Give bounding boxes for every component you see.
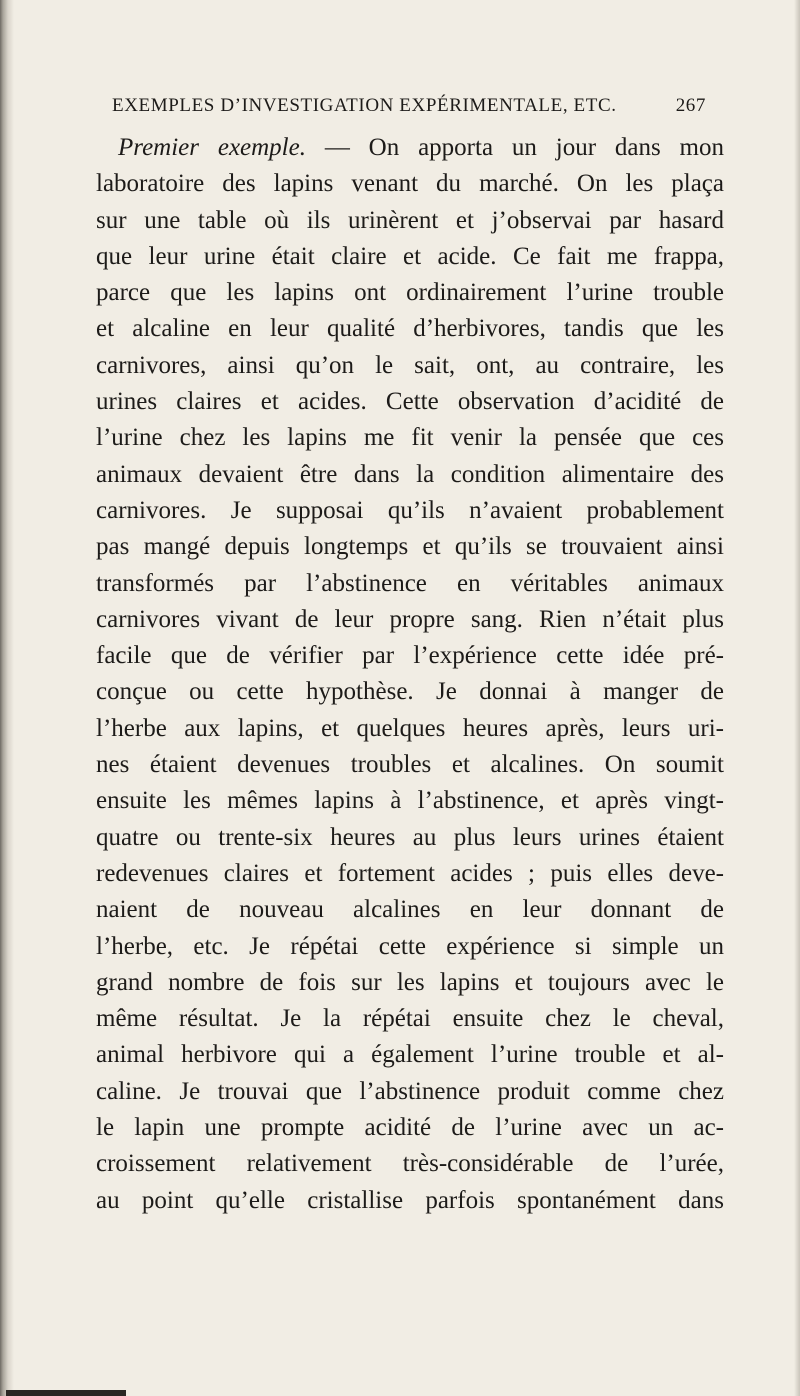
paragraph-line: parce que les lapins ont ordinairement l’urine trouble xyxy=(96,279,724,307)
paragraph-line: pas mangé depuis longtemps et qu’ils se trouvaient ainsi xyxy=(96,533,724,561)
paragraph-line: transformés par l’abstinence en véritables animaux xyxy=(96,569,724,597)
paragraph-line: laboratoire des lapins venant du marché. On les plaça xyxy=(96,170,724,198)
paragraph-line: caline. Je trouvai que l’abstinence produit comme chez xyxy=(96,1077,724,1105)
section-lead: Premier exemple. xyxy=(118,134,306,161)
paragraph-line: ensuite les mêmes lapins à l’abstinence, et après vingt- xyxy=(96,787,724,815)
running-head-title: EXEMPLES D’INVESTIGATION EXPÉRIMENTALE, ETC. xyxy=(112,95,617,116)
paragraph-line: carnivores, ainsi qu’on le sait, ont, au contraire, les xyxy=(96,351,724,379)
page-number: 267 xyxy=(675,95,706,116)
paragraph-line: grand nombre de fois sur les lapins et toujours avec le xyxy=(96,968,724,996)
paragraph-line: croissement relativement très-considérable de l’urée, xyxy=(96,1150,724,1178)
paragraph-line: au point qu’elle cristallise parfois spontanément dans xyxy=(96,1186,724,1214)
body-paragraph xyxy=(96,130,724,1219)
paragraph-line: sur une table où ils urinèrent et j’observai par hasard xyxy=(96,206,724,234)
paragraph-line: conçue ou cette hypothèse. Je donnai à manger de xyxy=(96,678,724,706)
paragraph-line: et alcaline en leur qualité d’herbivores, tandis que les xyxy=(96,315,724,343)
paragraph-line: l’herbe aux lapins, et quelques heures après, leurs uri- xyxy=(96,714,724,742)
paragraph-line: animaux devaient être dans la condition alimentaire des xyxy=(96,460,724,488)
paragraph-line: quatre ou trente-six heures au plus leurs urines étaient xyxy=(96,823,724,851)
paragraph-line: facile que de vérifier par l’expérience cette idée pré- xyxy=(96,642,724,670)
page-edge-shadow xyxy=(0,0,14,1396)
paragraph-line: l’herbe, etc. Je répétai cette expérience si simple un xyxy=(96,932,724,960)
paragraph-line: redevenues claires et fortement acides ; puis elles deve- xyxy=(96,859,724,887)
paragraph-line xyxy=(96,130,724,166)
paragraph-line: que leur urine était claire et acide. Ce fait me frappa, xyxy=(96,242,724,270)
paragraph-line: carnivores. Je supposai qu’ils n’avaient probablement xyxy=(96,496,724,524)
paragraph-line: urines claires et acides. Cette observation d’acidité de xyxy=(96,388,724,416)
page-bottom-edge xyxy=(6,1390,126,1396)
lead-continuation: — On apporta un jour dans mon xyxy=(305,134,724,161)
paragraph-line: nes étaient devenues troubles et alcalines. On soumit xyxy=(96,751,724,779)
paragraph-line: animal herbivore qui a également l’urine trouble et al- xyxy=(96,1041,724,1069)
paragraph-line: naient de nouveau alcalines en leur donnant de xyxy=(96,896,724,924)
paragraph-line: même résultat. Je la répétai ensuite chez le cheval, xyxy=(96,1005,724,1033)
paragraph-line: l’urine chez les lapins me fit venir la pensée que ces xyxy=(96,424,724,452)
running-head xyxy=(112,92,712,120)
paragraph-line: le lapin une prompte acidité de l’urine avec un ac- xyxy=(96,1114,724,1142)
page-edge-right xyxy=(794,0,800,1396)
paragraph-line: carnivores vivant de leur propre sang. Rien n’était plus xyxy=(96,605,724,633)
